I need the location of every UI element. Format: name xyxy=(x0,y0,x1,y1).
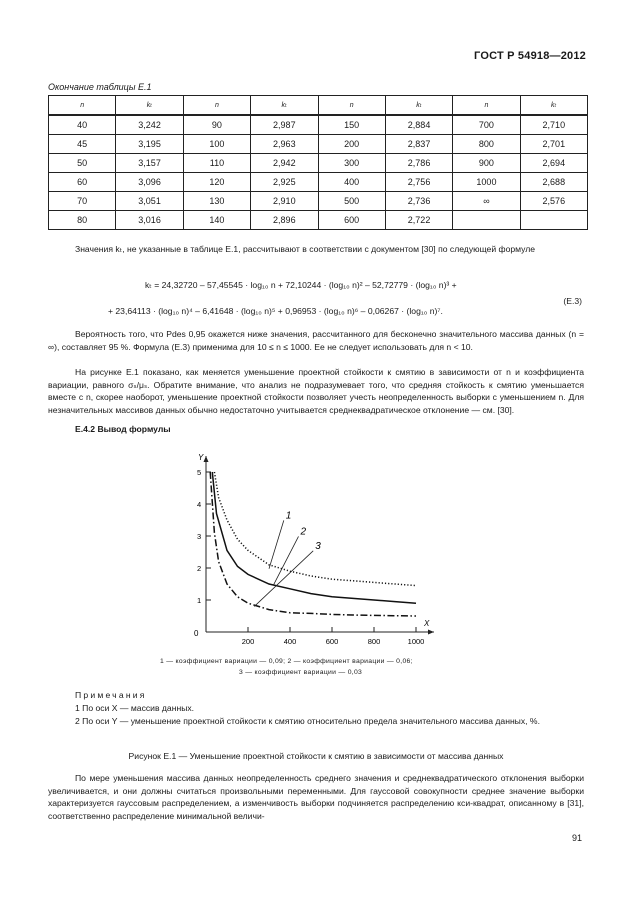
table-cell: 800 xyxy=(453,135,520,154)
equation-number: (Е.3) xyxy=(563,296,582,306)
x-tick-label: 200 xyxy=(241,637,255,646)
figure-legend-line-2: 3 — коэффициент вариации — 0,03 xyxy=(239,669,363,676)
table-cell: 2,884 xyxy=(385,115,452,135)
figure-e1-chart xyxy=(180,450,440,655)
table-cell: 100 xyxy=(183,135,250,154)
table-cell: 70 xyxy=(49,192,116,211)
curve-label-3: 3 xyxy=(315,540,321,552)
curve-label-1: 1 xyxy=(285,510,292,522)
y-tick-label: 3 xyxy=(197,532,202,541)
table-cell: 2,942 xyxy=(251,154,318,173)
values-table xyxy=(48,95,588,230)
y-tick-label: 1 xyxy=(197,596,202,605)
y-tick-label: 4 xyxy=(197,500,202,509)
table-row xyxy=(49,135,588,154)
table-row xyxy=(49,192,588,211)
intro-paragraph xyxy=(48,243,584,256)
table-cell: 2,688 xyxy=(520,173,587,192)
note-1: 1 По оси X — массив данных. xyxy=(75,703,195,713)
x-tick-label: 1000 xyxy=(407,637,425,646)
table-header-cell: kₜ xyxy=(520,96,587,116)
table-cell: 90 xyxy=(183,115,250,135)
x-axis-label: X xyxy=(424,619,430,628)
table-cell: 130 xyxy=(183,192,250,211)
table-cell: 200 xyxy=(318,135,385,154)
x-tick-label: 800 xyxy=(367,637,381,646)
table-cell: 2,694 xyxy=(520,154,587,173)
table-header-cell: n xyxy=(49,96,116,116)
table-cell: 120 xyxy=(183,173,250,192)
table-header-cell: kₜ xyxy=(385,96,452,116)
table-cell: 900 xyxy=(453,154,520,173)
table-cell: 45 xyxy=(49,135,116,154)
y-axis-label: Y xyxy=(198,453,204,462)
closing-paragraph: По мере уменьшения массива данных неопределенность среднего значения и среднеквадратического отклонения выборки увеличивается, и они должны считаться произвольными переменными. Для гауссовой совокупности среднее значение выборки характеризуется гауссовым распределением, а изменчивость выборки подчиняется распределению кси-квадрат, описанному в [31], соответственно распределение минимальной величи- xyxy=(48,773,584,821)
section-heading: Е.4.2 Вывод формулы xyxy=(75,424,171,434)
table-cell: 2,925 xyxy=(251,173,318,192)
table-cell xyxy=(520,211,587,230)
table-cell: 50 xyxy=(49,154,116,173)
table-caption: Окончание таблицы Е.1 xyxy=(48,82,152,92)
table-cell: 2,963 xyxy=(251,135,318,154)
table-header-row xyxy=(49,96,588,116)
table-cell: 3,096 xyxy=(116,173,183,192)
figure-legend-line-1: 1 — коэффициент вариации — 0,09; 2 — коэффициент вариации — 0,06; xyxy=(160,658,413,665)
table-cell: 2,722 xyxy=(385,211,452,230)
table-cell: 2,736 xyxy=(385,192,452,211)
table-cell: 2,987 xyxy=(251,115,318,135)
notes-title: Примечания xyxy=(75,690,147,700)
probability-paragraph: Вероятность того, что Pdes 0,95 окажется ниже значения, рассчитанного для бесконечно значительного массива данных (n = ∞), составляет 95 %. Формула (Е.3) применима для 10 ≤ n ≤ 1000. Ее не следует использовать для n < 10. xyxy=(48,329,584,352)
x-axis-arrow xyxy=(428,630,434,635)
origin-label: 0 xyxy=(194,629,199,638)
table-cell: 140 xyxy=(183,211,250,230)
table-row xyxy=(49,115,588,135)
table-cell: 1000 xyxy=(453,173,520,192)
table-cell: 2,837 xyxy=(385,135,452,154)
curve-label-leader xyxy=(254,551,313,607)
curve-label-leader xyxy=(269,520,284,568)
table-cell: 600 xyxy=(318,211,385,230)
note-2: 2 По оси Y — уменьшение проектной стойкости к смятию относительно предела значительного массива данных, %. xyxy=(75,716,540,726)
y-tick-label: 5 xyxy=(197,468,202,477)
table-cell: 2,756 xyxy=(385,173,452,192)
table-header-cell: n xyxy=(183,96,250,116)
table-cell: 3,157 xyxy=(116,154,183,173)
table-cell: 2,701 xyxy=(520,135,587,154)
table-row xyxy=(49,211,588,230)
table-cell: 2,910 xyxy=(251,192,318,211)
y-tick-label: 2 xyxy=(197,564,202,573)
table-cell: 80 xyxy=(49,211,116,230)
table-cell: 3,016 xyxy=(116,211,183,230)
table-cell: 2,576 xyxy=(520,192,587,211)
intro-text: Значения kₜ, не указанные в таблице Е.1, рассчитывают в соответствии с документом [30] по следующей формуле xyxy=(75,244,536,254)
table-header-cell: kₜ xyxy=(116,96,183,116)
y-axis-arrow xyxy=(204,456,209,462)
document-code: ГОСТ Р 54918—2012 xyxy=(474,50,586,62)
table-cell: 400 xyxy=(318,173,385,192)
chart-curves xyxy=(210,472,416,616)
formula-line-1: kₜ = 24,32720 – 57,45545 · log₁₀ n + 72,10244 · (log₁₀ n)² – 52,72779 · (log₁₀ n)³ + xyxy=(145,280,457,290)
table-header-cell: n xyxy=(453,96,520,116)
curve-label-2: 2 xyxy=(300,526,307,538)
formula-line-2: + 23,64113 · (log₁₀ n)⁴ – 6,41648 · (log₁₀ n)⁵ + 0,96953 · (log₁₀ n)⁶ – 0,06267 · (log₁₀ n)⁷. xyxy=(108,306,443,316)
table-row xyxy=(49,154,588,173)
table-cell: 3,051 xyxy=(116,192,183,211)
table-cell: 60 xyxy=(49,173,116,192)
table-cell: 300 xyxy=(318,154,385,173)
table-cell: 110 xyxy=(183,154,250,173)
table-cell: 2,896 xyxy=(251,211,318,230)
table-cell: 150 xyxy=(318,115,385,135)
table-row xyxy=(49,173,588,192)
table-cell: 3,195 xyxy=(116,135,183,154)
table-cell xyxy=(453,211,520,230)
table-cell: 3,242 xyxy=(116,115,183,135)
table-cell: ∞ xyxy=(453,192,520,211)
table-header-cell: n xyxy=(318,96,385,116)
x-tick-label: 400 xyxy=(283,637,297,646)
table-cell: 2,710 xyxy=(520,115,587,135)
table-cell: 500 xyxy=(318,192,385,211)
table-header-cell: kₜ xyxy=(251,96,318,116)
figure-description-paragraph: На рисунке Е.1 показано, как меняется уменьшение проектной стойкости к смятию в зависимости от n и коэффициента вариации, равного σₛ/μₛ. Обратите внимание, что анализ не подразумевает того, что средняя стойкость к смятию уменьшается вместе с n, скорее наоборот, уменьшение проектной стойкости позволяет учесть неопределенность выборки с уменьшением n. Для незначительных массивов данных обычно недостаточно учитывается среднеквадратическое отклонение — см. [30]. xyxy=(48,367,584,415)
page-number: 91 xyxy=(571,833,582,843)
figure-caption: Рисунок Е.1 — Уменьшение проектной стойкости к смятию в зависимости от массива данных xyxy=(128,751,504,761)
x-tick-label: 600 xyxy=(325,637,339,646)
table-cell: 700 xyxy=(453,115,520,135)
chart-labels xyxy=(194,453,430,638)
curve-1 xyxy=(214,472,416,586)
table-cell: 2,786 xyxy=(385,154,452,173)
table-cell: 40 xyxy=(49,115,116,135)
